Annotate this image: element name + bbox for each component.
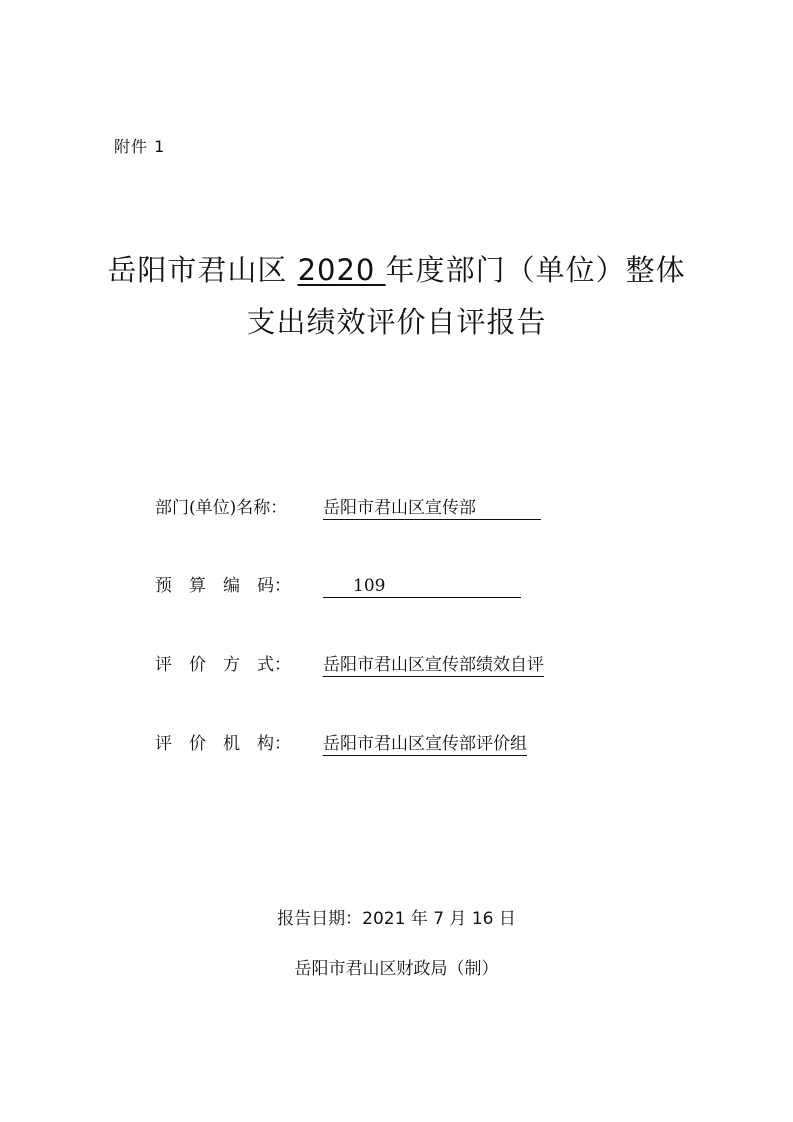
title-prefix: 岳阳市君山区 — [107, 253, 298, 287]
report-title-line-1 — [0, 248, 793, 289]
evaluation-org-value: 岳阳市君山区宣传部评价组 — [323, 734, 527, 754]
dept-name-value: 岳阳市君山区宣传部 — [323, 497, 541, 520]
budget-code-label: 预 算 编 码： — [155, 576, 291, 596]
evaluation-org-row — [155, 732, 527, 756]
budget-code-row — [155, 574, 521, 598]
title-year: 2020 — [297, 253, 386, 287]
budget-code-value: 109 — [323, 575, 521, 598]
evaluation-method-row — [155, 653, 544, 677]
title-suffix: 年度部门（单位）整体 — [385, 253, 686, 287]
report-date: 报告日期：2021 年 7 月 16 日 — [277, 909, 516, 929]
dept-name-label: 部门(单位)名称： — [155, 498, 288, 518]
report-title-line-2: 支出绩效评价自评报告 — [246, 305, 547, 339]
evaluation-method-label: 评 价 方 式： — [155, 655, 291, 675]
dept-name-row — [155, 496, 541, 520]
attachment-label: 附件 1 — [114, 137, 166, 156]
evaluation-method-value: 岳阳市君山区宣传部绩效自评 — [323, 655, 544, 675]
issuer: 岳阳市君山区财政局（制） — [294, 959, 499, 979]
evaluation-org-label: 评 价 机 构： — [155, 734, 291, 754]
